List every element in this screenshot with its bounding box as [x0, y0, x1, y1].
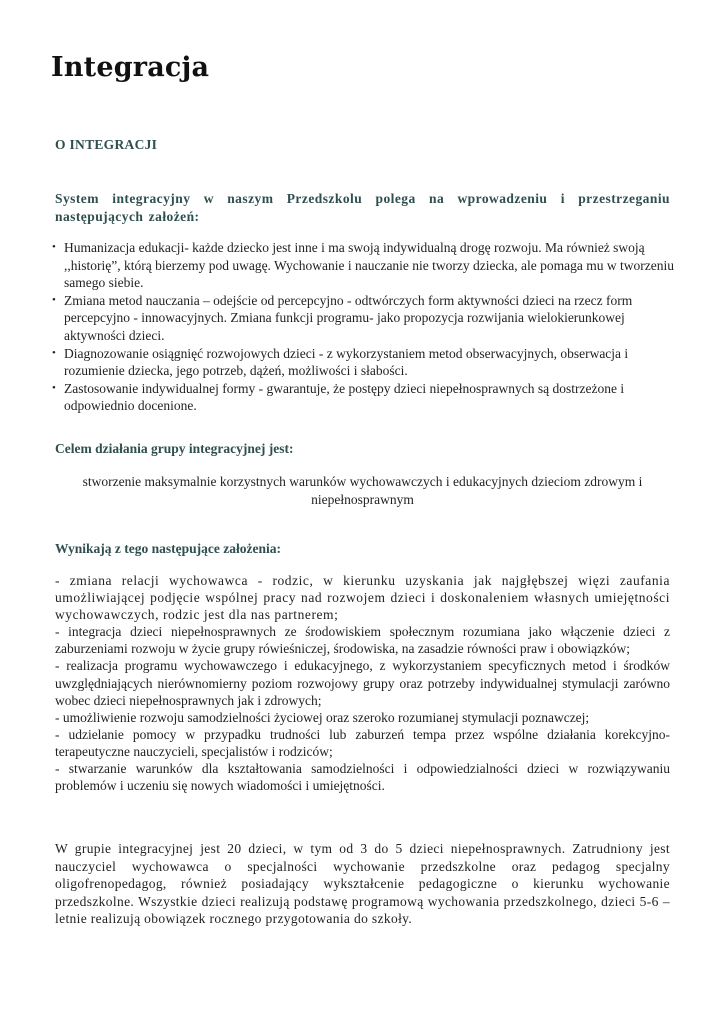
- consequences-list: [55, 572, 670, 794]
- about-heading: O INTEGRACJI: [55, 137, 158, 152]
- list-item: - integracja dzieci niepełnosprawnych ze środowiskiem społecznym rozumiana jako włączenie dzieci z zaburzeniami rozwoju w życie grupy rówieśniczej, środowiska, na zasadzie równości praw i obowiązków;: [55, 624, 670, 657]
- bullet-icon: •: [52, 346, 56, 359]
- assumption-text: Diagnozowanie osiągnięć rozwojowych dzieci - z wykorzystaniem metod obserwacyjnych, obserwacja i rozumienie dziecka, jego potrzeb, dążeń, możliwości i słabości.: [64, 345, 629, 379]
- list-item: [52, 239, 677, 292]
- list-item: - udzielanie pomocy w przypadku trudności lub zaburzeń tempa przez wspólne działania korekcyjno-terapeutyczne nauczycieli, specjalistów i rodziców;: [55, 726, 670, 759]
- list-item: - umożliwienie rozwoju samodzielności życiowej oraz szeroko rozumianej stymulacji poznawczej;: [55, 709, 590, 725]
- list-item: - zmiana relacji wychowawca - rodzic, w kierunku uzyskania jak najgłębszej więzi zaufania umożliwiającej podjęcie wspólnej pracy nad rozwojem dzieci i doskonaleniem własnych umiejętności wychowawczych, rodzic jest dla nas partnerem;: [55, 573, 670, 623]
- assumptions-list: [52, 239, 677, 415]
- list-item: [52, 292, 677, 345]
- list-item: - stwarzanie warunków dla kształtowania samodzielności i odpowiedzialności dzieci w rozwiązywaniu problemów i uczeniu się nowych wiadomości i umiejętności.: [55, 761, 670, 794]
- list-item: [52, 345, 677, 380]
- assumption-text: Zmiana metod nauczania – odejście od percepcyjno - odtwórczych form aktywności dzieci na rzecz form percepcyjno - innowacyjnych. Zmiana funkcji programu- jako propozycja rozwijania wielokierunkowej aktywności dzieci.: [64, 292, 633, 343]
- list-item: [52, 380, 677, 415]
- bullet-icon: •: [52, 293, 56, 306]
- goal-text: stworzenie maksymalnie korzystnych warunków wychowawczych i edukacyjnych dzieciom zdrowym i niepełnosprawnym: [82, 474, 643, 507]
- system-heading: System integracyjny w naszym Przedszkolu polega na wprowadzeniu i przestrzeganiu następujących założeń:: [55, 191, 670, 224]
- assumption-text: Zastosowanie indywidualnej formy - gwarantuje, że postępy dzieci niepełnosprawnych są dostrzeżone i odpowiednio docenione.: [64, 380, 625, 414]
- consequences-heading: Wynikają z tego następujące założenia:: [55, 541, 281, 556]
- page-title: Integracja: [51, 52, 210, 83]
- bullet-icon: •: [52, 241, 56, 253]
- bullet-icon: •: [52, 381, 56, 394]
- list-item: - realizacja programu wychowawczego i edukacyjnego, z wykorzystaniem specyficznych metod i środków uwzględniających nierównomierny poziom rozwojowy grupy oraz potrzeby indywidualnej stymulacji zarówno wobec dzieci niepełnosprawnych jak i zdrowych;: [55, 658, 670, 708]
- assumption-text: Humanizacja edukacji- każde dziecko jest inne i ma swoją indywidualną drogę rozwoju. Ma również swoją ,,historię”, którą bierzemy pod uwagę. Wychowanie i nauczanie nie tworzy dziecka, ale pomaga mu w tworzeniu samego siebie.: [64, 240, 674, 291]
- goal-heading: Celem działania grupy integracyjnej jest:: [55, 441, 294, 456]
- group-info-paragraph: W grupie integracyjnej jest 20 dzieci, w tym od 3 do 5 dzieci niepełnosprawnych. Zatrudniony jest nauczyciel wychowawca o specjalności wychowanie przedszkolne oraz pedagog specjalny oligofrenopedagog, również posiadający wykształcenie pedagogiczne o kierunku wychowanie przedszkolne. Wszystkie dzieci realizują podstawę programową wychowania przedszkolnego, dzieci 5-6 – letnie realizują obowiązek rocznego przygotowania do szkoły.: [55, 841, 670, 926]
